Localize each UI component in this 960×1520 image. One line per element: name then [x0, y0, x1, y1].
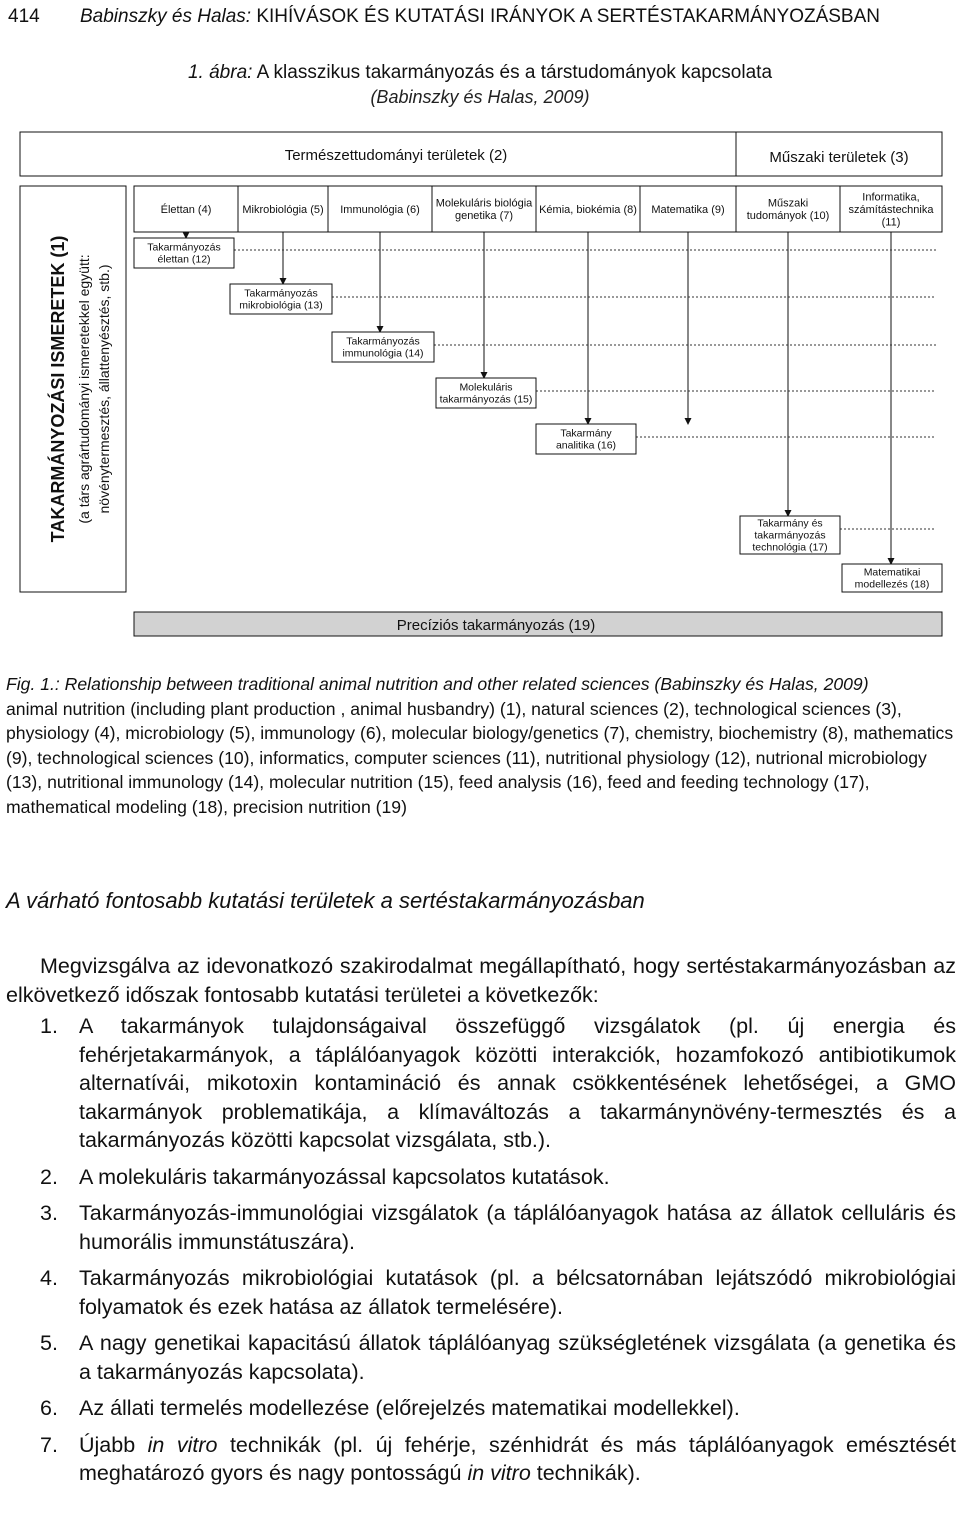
list-text: Takarmányozás-immunológiai vizsgálatok (a táplálóanyagok hatása az állatok celluláris és humorális immunstátuszára). — [79, 1201, 956, 1254]
science-label: tudományok (10) — [746, 210, 830, 223]
science-label: genetika (7) — [454, 210, 514, 223]
applied-label: Takarmányozás — [244, 287, 318, 300]
science-label: Informatika, — [862, 191, 920, 204]
figure-label: 1. ábra: — [187, 62, 253, 83]
technological-sciences-label: Műszaki területek (3) — [769, 149, 909, 166]
running-head-title: KIHÍVÁSOK ÉS KUTATÁSI IRÁNYOK A SERTÉSTAKARMÁNYOZÁSBAN — [256, 6, 881, 27]
natural-sciences-label: Természettudományi területek (2) — [284, 147, 508, 164]
list-item — [6, 1199, 956, 1256]
science-label: számítástechnika — [848, 203, 934, 216]
science-label: Mikrobiológia (5) — [242, 203, 324, 216]
science-label: (11) — [881, 216, 901, 229]
list-text: Az állati termelés modellezése (előrejelzés matematikai modellekkel). — [79, 1396, 740, 1420]
list-text-post: technikák). — [530, 1461, 641, 1485]
science-label: Immunológia (6) — [340, 203, 420, 216]
figure-caption — [6, 672, 956, 820]
list-item — [6, 1012, 956, 1155]
relationship-diagram — [0, 120, 960, 650]
animal-nutrition-sub1: (a társ agrártudományi ismeretekkel együtt: — [76, 254, 92, 524]
list-number: 3. — [40, 1201, 58, 1225]
figure-source: (Babinszky és Halas, 2009) — [370, 87, 590, 107]
running-head — [80, 6, 880, 28]
list-text: Takarmányozás mikrobiológiai kutatások (pl. a bélcsatornában lejátszódó mikrobiológiai folyamatok és ezek hatása az állatok termelésére). — [79, 1266, 956, 1319]
list-text-pre: Újabb — [79, 1432, 148, 1457]
animal-nutrition-sub2: növénytermesztés, állattenyésztés, stb.) — [96, 264, 112, 514]
science-label: Műszaki — [767, 197, 809, 210]
list-text-mid: technikák (pl. új fehérje, szénhidrát és más táplálóanyagok emésztését meghatározó gyors és nagy pontosságú — [79, 1432, 956, 1485]
applied-label: takarmányozás (15) — [439, 393, 533, 406]
list-number: 2. — [40, 1164, 58, 1189]
intro-paragraph: Megvizsgálva az idevonatkozó szakirodalmat megállapítható, hogy sertéstakarmányozásban az elkövetkező időszak fontosabb kutatási területei a következők: — [6, 954, 956, 1007]
research-list — [6, 1012, 956, 1496]
applied-label: Takarmány — [560, 427, 612, 440]
list-item — [6, 1431, 956, 1488]
running-header — [0, 0, 960, 34]
list-text-em: in vitro — [467, 1461, 531, 1485]
applied-label: takarmányozás — [754, 529, 826, 542]
applied-label: Takarmányozás — [147, 241, 221, 254]
list-text: A molekuláris takarmányozással kapcsolatos kutatások. — [79, 1164, 610, 1189]
applied-label: analitika (16) — [555, 439, 617, 452]
applied-label: Takarmányozás — [346, 335, 420, 348]
figure-title-text: A klasszikus takarmányozás és a társtudományok kapcsolata — [256, 62, 773, 83]
list-item — [6, 1163, 956, 1192]
applied-label: Takarmány és — [757, 517, 823, 530]
section-heading: A várható fontosabb kutatási területek a sertéstakarmányozásban — [6, 888, 645, 913]
applied-label: élettan (12) — [157, 253, 211, 266]
list-item — [6, 1264, 956, 1321]
figure-title — [0, 62, 960, 84]
applied-label: Matematikai — [863, 566, 921, 579]
precision-nutrition-label: Precíziós takarmányozás (19) — [396, 617, 596, 634]
applied-label: modellezés (18) — [854, 578, 930, 591]
applied-label: technológia (17) — [752, 541, 828, 554]
science-boxes — [134, 186, 942, 232]
applied-boxes — [134, 238, 942, 592]
page-number: 414 — [8, 6, 40, 27]
caption-text-2: animal nutrition (including plant production , animal husbandry) (1), natural sciences (2), technological sciences (3), physiology (4), microbiology (5), immunology (6), molecular biology/genetics (7), chemistry, biochemistry (8), mathematics (9), technological sciences (10), informatics, computer sciences (11), nutritional physiology (12), nutrional microbiology (13), nutritional immunology (14), molecular nutrition (15), feed analysis (16), feed and feeding technology (17), mathematical modeling (18), precision nutrition (19) — [6, 698, 954, 817]
caption-text-1: Relationship between traditional animal nutrition and other related sciences (Babinszky és Halas, 2009) — [64, 674, 869, 694]
list-number: 4. — [40, 1266, 58, 1290]
science-label: Kémia, biokémia (8) — [539, 203, 637, 216]
list-item — [6, 1329, 956, 1386]
list-number: 5. — [40, 1331, 58, 1355]
list-item — [6, 1394, 956, 1423]
science-label: Élettan (4) — [160, 203, 212, 216]
science-label: Matematika (9) — [651, 203, 725, 216]
list-text-em: in vitro — [147, 1432, 218, 1457]
applied-label: mikrobiológia (13) — [239, 299, 323, 312]
list-number: 6. — [40, 1396, 58, 1420]
applied-label: immunológia (14) — [342, 347, 424, 360]
list-number: 7. — [40, 1432, 58, 1457]
running-head-authors: Babinszky és Halas: — [80, 6, 252, 27]
list-text: A nagy genetikai kapacitású állatok táplálóanyag szükségletének vizsgálata (a genetika és a takarmányozás kapcsolata). — [79, 1331, 956, 1384]
caption-label: Fig. 1.: — [6, 674, 60, 694]
science-label: Molekuláris biológia — [435, 197, 533, 210]
list-text: A takarmányok tulajdonságaival összefüggő vizsgálatok (pl. új energia és fehérjetakarmányok, a táplálóanyagok közötti interakciók, hozamfokozó antibiotikumok alternatívái, mikotoxin kontamináció és annak csökkentésének lehetőségei, a GMO takarmányok problematikája, a klímaváltozás a takarmánynövény-termesztés és a takarmányozás közötti kapcsolat vizsgálata, stb.). — [79, 1014, 956, 1152]
list-number: 1. — [40, 1014, 58, 1038]
animal-nutrition-title: TAKARMÁNYOZÁSI ISMERETEK (1) — [48, 235, 68, 543]
applied-label: Molekuláris — [459, 381, 513, 394]
